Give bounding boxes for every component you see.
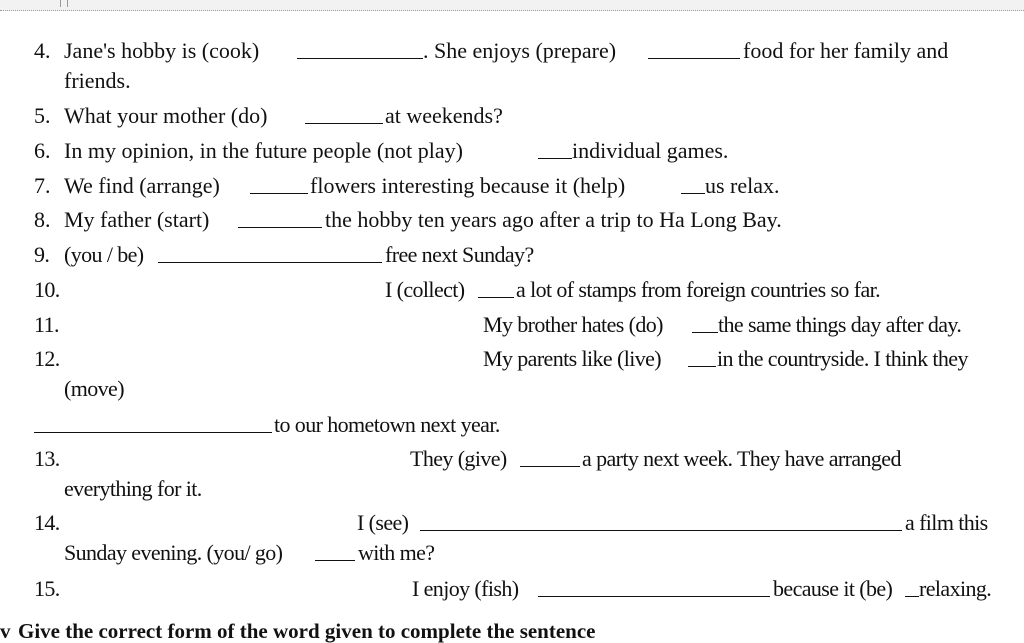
question-text: individual games. [572,138,729,163]
question-text: a party next week. They have arranged [582,446,901,471]
question-text: They (give) [410,446,507,471]
question-number: 5. [34,103,51,128]
question-text: everything for it. [64,476,202,501]
ruler-marker-icon [60,0,68,7]
question-text: friends. [64,68,131,93]
question-number: 11. [34,312,59,337]
question-text: My parents like (live) [483,346,662,371]
question-text: the same things day after day. [718,312,962,337]
question-text: us relax. [705,173,780,198]
question-number: 6. [34,138,51,163]
question-number: 12. [34,346,60,371]
answer-blank[interactable] [688,344,716,367]
answer-blank[interactable] [238,205,322,228]
question-text: My father (start) [64,207,210,232]
question-number: 4. [34,38,51,63]
answer-blank[interactable] [681,171,705,194]
question-text: in the countryside. I think they [717,346,968,371]
answer-blank[interactable] [315,538,355,561]
answer-blank[interactable] [905,574,919,597]
bullet-icon: v [0,619,11,643]
question-text: (move) [64,376,124,401]
question-number: 13. [34,446,60,471]
question-text: (you / be) [64,242,144,267]
question-text: at weekends? [385,103,503,128]
question-text: Jane's hobby is (cook) [64,38,260,63]
question-text: I (see) [357,510,409,535]
answer-blank[interactable] [305,101,383,124]
question-text: relaxing. [919,576,992,601]
section-heading-text: Give the correct form of the word given to complete the sentence [18,619,596,643]
question-text: with me? [358,540,435,565]
question-text: flowers interesting because it (help) [310,173,626,198]
question-text: because it (be) [773,576,893,601]
answer-blank[interactable] [520,444,580,467]
question-text: My brother hates (do) [483,312,663,337]
question-text: free next Sunday? [385,242,534,267]
question-text: I enjoy (fish) [412,576,519,601]
question-number: 9. [34,242,50,267]
question-text: What your mother (do) [64,103,268,128]
question-text: the hobby ten years ago after a trip to Ha Long Bay. [325,207,782,232]
question-text: I (collect) [385,277,465,302]
answer-blank[interactable] [692,310,718,333]
page-top-ruler [0,0,1024,11]
question-number: 7. [34,173,51,198]
question-text: . She enjoys (prepare) [423,38,617,63]
question-text: food for her family and [743,38,949,63]
question-number: 10. [34,277,60,302]
question-text: In my opinion, in the future people (not play) [64,138,463,163]
question-number: 14. [34,510,60,535]
answer-blank[interactable] [297,36,423,59]
answer-blank[interactable] [538,574,770,597]
question-number: 8. [34,207,51,232]
answer-blank[interactable] [478,275,514,298]
answer-blank[interactable] [34,410,272,433]
answer-blank[interactable] [420,508,902,531]
answer-blank[interactable] [648,36,740,59]
question-text: a film this [905,510,988,535]
answer-blank[interactable] [250,171,308,194]
answer-blank[interactable] [538,136,572,159]
question-number: 15. [34,576,60,601]
question-text: to our hometown next year. [274,412,500,437]
answer-blank[interactable] [158,240,382,263]
question-text: Sunday evening. (you/ go) [64,540,283,565]
question-text: a lot of stamps from foreign countries so far. [516,277,881,302]
question-text: We find (arrange) [64,173,220,198]
